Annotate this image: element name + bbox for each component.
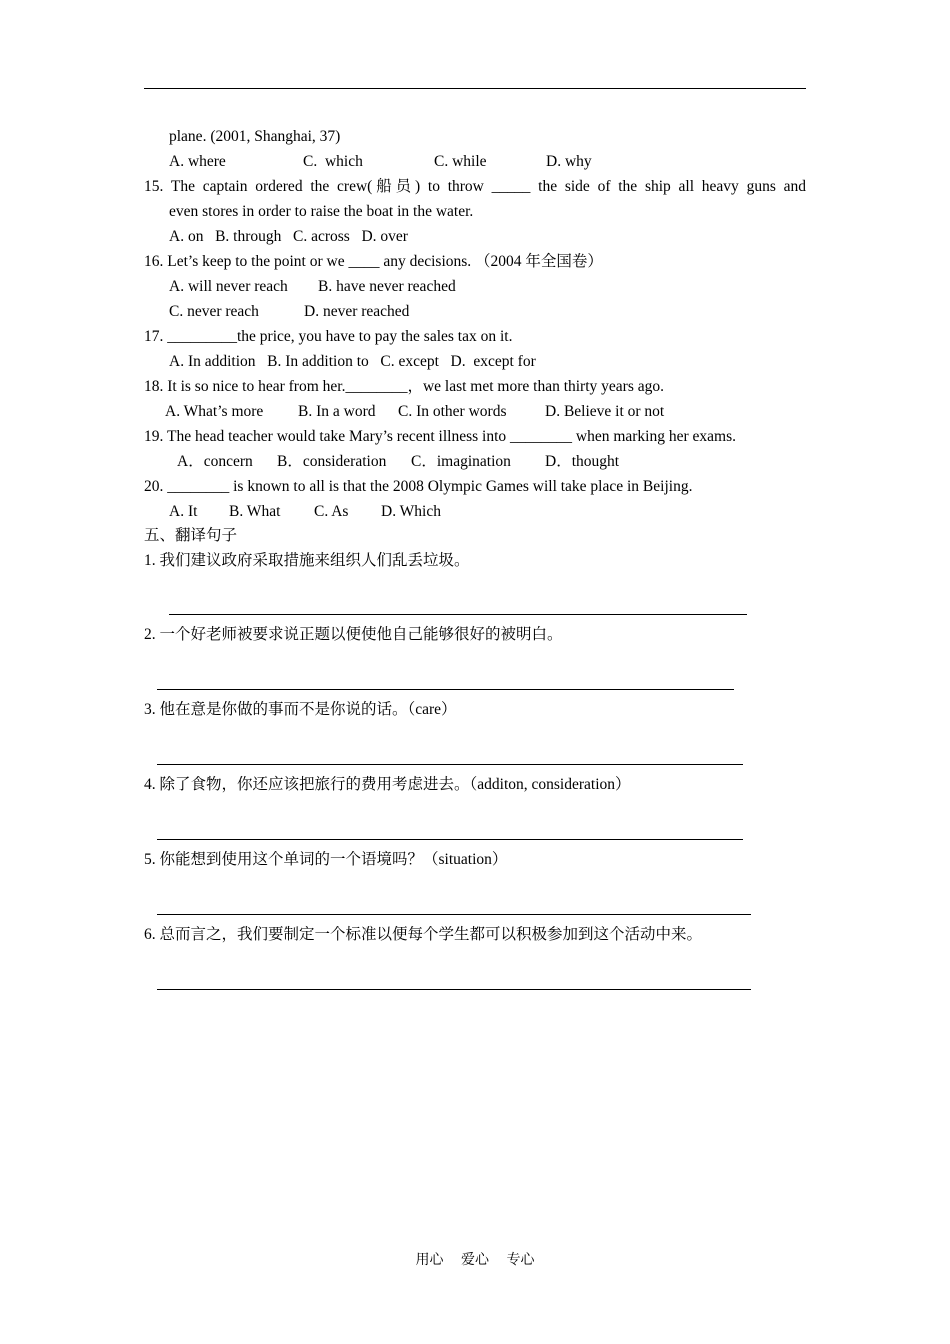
q15-options: A. on B. through C. across D. over — [169, 228, 408, 245]
q16-option-a: A. will never reach — [169, 278, 288, 295]
q15-stem: 15. The captain ordered the crew(船员) to throw _____ the side of the ship all heavy guns and — [144, 178, 806, 195]
q14-option-b: C. which — [303, 153, 363, 170]
q19-options — [177, 449, 814, 474]
q16-option-b: B. have never reached — [318, 278, 456, 295]
footer-word-1: 用心 — [415, 1253, 444, 1268]
q19-option-d: D．thought — [545, 453, 620, 470]
translation-sentence-1: 1. 我们建议政府采取措施来组织人们乱丢垃圾。 — [144, 552, 470, 569]
q16-option-c: C. never reach — [169, 303, 259, 320]
answer-line-6[interactable] — [157, 989, 751, 990]
q20-option-b: B. What — [229, 503, 281, 520]
q17-options: A. In addition B. In addition to C. except D. except for — [169, 353, 536, 370]
answer-line-2[interactable] — [157, 689, 734, 690]
q19-option-b: B．consideration — [277, 453, 387, 470]
answer-line-3[interactable] — [157, 764, 743, 765]
q14-options — [169, 149, 806, 174]
translation-sentence-3: 3. 他在意是你做的事而不是你说的话。（care） — [144, 701, 457, 718]
q19-stem: 19. The head teacher would take Mary’s recent illness into ________ when marking her exams. — [144, 428, 736, 445]
q18-option-a: A. What’s more — [165, 403, 264, 420]
header-rule — [144, 88, 806, 89]
q20-options — [169, 499, 806, 524]
section-heading-translation: 五、翻译句子 — [144, 527, 238, 544]
q19-option-c: C．imagination — [411, 453, 511, 470]
translation-sentence-6: 6. 总而言之，我们要制定一个标准以便每个学生都可以积极参加到这个活动中来。 — [144, 926, 703, 943]
q20-option-c: C. As — [314, 503, 349, 520]
q20-stem: 20. ________ is known to all is that the 2008 Olympic Games will take place in Beijing. — [144, 478, 693, 495]
q20-option-d: D. Which — [381, 503, 441, 520]
q18-option-d: D. Believe it or not — [545, 403, 665, 420]
translation-sentence-2: 2. 一个好老师被要求说正题以便使他自己能够很好的被明白。 — [144, 626, 563, 643]
answer-line-1[interactable] — [169, 614, 747, 615]
q14-stem-tail: plane. (2001, Shanghai, 37) — [169, 128, 341, 145]
q16-options-row1 — [169, 274, 806, 299]
footer-word-3: 专心 — [506, 1253, 535, 1268]
translation-sentence-4: 4. 除了食物，你还应该把旅行的费用考虑进去。（additon, consideration） — [144, 776, 631, 793]
answer-line-5[interactable] — [157, 914, 751, 915]
q14-option-a: A. where — [169, 153, 226, 170]
q20-option-a: A. It — [169, 503, 198, 520]
q17-stem: 17. _________the price, you have to pay the sales tax on it. — [144, 328, 513, 345]
q18-stem: 18. It is so nice to hear from her.________，we last met more than thirty years ago. — [144, 378, 664, 395]
q18-option-c: C. In other words — [398, 403, 507, 420]
answer-line-4[interactable] — [157, 839, 743, 840]
q14-option-c: C. while — [434, 153, 487, 170]
q18-option-b: B. In a word — [298, 403, 376, 420]
footer-word-2: 爱心 — [461, 1253, 489, 1268]
translation-sentence-5: 5. 你能想到使用这个单词的一个语境吗？（situation） — [144, 851, 508, 868]
q16-stem: 16. Let’s keep to the point or we ____ any decisions. （2004 年全国卷） — [144, 253, 603, 270]
q16-option-d: D. never reached — [304, 303, 410, 320]
page-footer — [0, 1250, 950, 1272]
q19-option-a: A．concern — [177, 453, 253, 470]
q16-options-row2 — [169, 299, 806, 324]
q15-stem-cont: even stores in order to raise the boat in the water. — [169, 203, 474, 220]
q14-option-d: D. why — [546, 153, 592, 170]
q18-options — [165, 399, 802, 424]
